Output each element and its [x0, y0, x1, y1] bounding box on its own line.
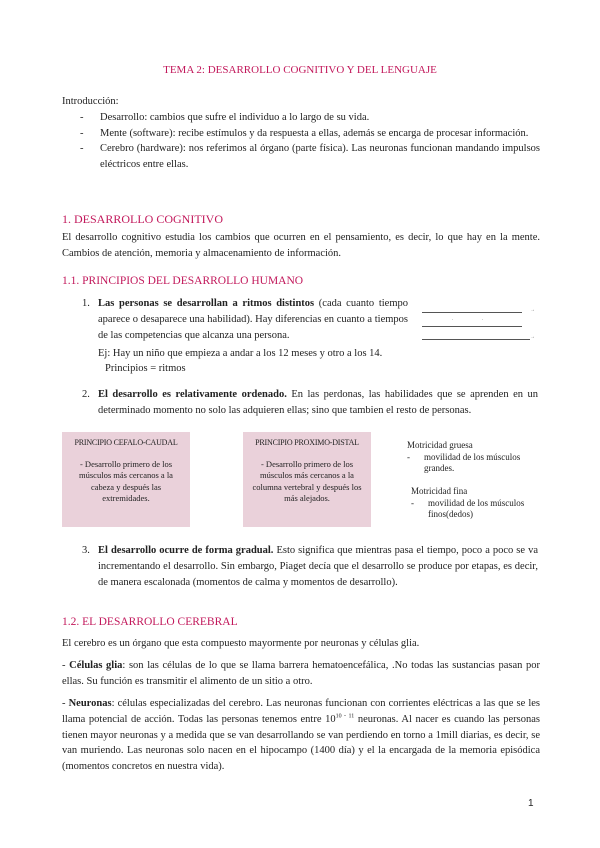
principle-text: En las perdonas, las habilidades que se aprenden en un determinado momento no solo las adquieren ellas; sino que tambien el resto de personas.	[98, 389, 538, 416]
intro-item: - Cerebro (hardware): nos referimos al órgano (parte física). Las neuronas funcionan mandando impulsos eléctricos entre ellas.	[62, 141, 540, 173]
list-number: 1.	[82, 298, 90, 309]
box-text: - Desarrollo primero de los músculos más cercanos a la cabeza y después las extremidades.	[79, 458, 173, 504]
glia-paragraph: - Células glia: son las células de lo que se llama barrera hematoencefálica, .No todas las sustancias pasan por ellas. Su función es transmitir el alimento de un sitio a otro.	[62, 660, 541, 687]
motor-title: Motricidad fina	[411, 486, 468, 496]
motor-item: - movilidad de los músculos grandes.	[407, 451, 521, 474]
neuronas-paragraph: - Neuronas: células especializadas del cerebro. Las neuronas funcionan con corrientes eléctricas a las que se les llama potencial de acción. Todas las personas tenemos entre 10$^{10 - 11}$ neuronas. Al nacer es cuando las personas tienen mayor neuronas y a medida que se van desarrollando se van perdiendo en torno a 1mill diarias, es decir, se van muriendo. Las neuronas solo nacen en el hipocampo (1400 día) y el la encargada de la memoria episódica (momentos concretos en nuestra vida).	[62, 698, 541, 772]
subsection-heading: 1.2. EL DESARROLLO CEREBRAL	[62, 616, 238, 628]
principle-note: Principios = ritmos	[105, 363, 186, 374]
principle-title: El desarrollo es relativamente ordenado.	[98, 389, 287, 400]
list-number: 3.	[82, 545, 90, 556]
document-title: TEMA 2: DESARROLLO COGNITIVO Y DEL LENGUAJE	[163, 64, 437, 76]
principle-1	[98, 296, 408, 343]
box-text: - Desarrollo primero de los músculos más cercanos a la columna vertebral y después los más alejados.	[252, 458, 362, 504]
principle-2	[98, 387, 538, 419]
principle-3	[98, 543, 538, 590]
page-number: 1	[528, 798, 534, 809]
section-paragraph: El desarrollo cognitivo estudia los cambios que ocurren en el pensamiento, es decir, lo que hay en la mente. Cambios de atención, memoria y almacenamiento de información.	[62, 232, 540, 259]
principle-example: Ej: Hay un niño que empieza a andar a los 12 meses y otro a los 14.	[98, 348, 383, 359]
box-title: PRINCIPIO PROXIMO-DISTAL	[255, 438, 359, 447]
principle-text: Esto significa que mientras pasa el tiempo, poco a poco se va incrementando el desarrollo. Sin embargo, Piaget decía que el desarrollo se produce por etapas, es decir, de manera escalonada (momentos de calma y momentos de desarrollo).	[98, 545, 538, 588]
intro-section	[62, 94, 540, 173]
intro-heading: Introducción:	[62, 96, 119, 107]
principle-text: (cada cuanto tiempo aparece o desaparece una habilidad). Hay diferencias en cuanto a tiempos de las competencias que alcanza una persona.	[98, 298, 408, 341]
intro-item: - Mente (software): recibe estímulos y da respuesta a ellas, además se encarga de procesar información.	[62, 126, 540, 142]
motricidad-fina	[411, 486, 531, 521]
list-number: 2.	[82, 389, 90, 400]
intro-item: - Desarrollo: cambios que sufre el individuo a lo largo de su vida.	[62, 110, 540, 126]
motor-item: - movilidad de los músculos finos(dedos)	[411, 497, 525, 520]
principle-title: Las personas se desarrollan a ritmos distintos	[98, 298, 315, 309]
glia-label: Células glia	[69, 660, 123, 671]
motor-title: Motricidad gruesa	[407, 440, 473, 450]
principle-title: El desarrollo ocurre de forma gradual.	[98, 545, 274, 556]
motricidad-gruesa	[407, 440, 527, 475]
section-paragraph: El cerebro es un órgano que esta compuesto mayormente por neuronas y células glia.	[62, 638, 420, 649]
proximo-distal-box	[243, 432, 371, 527]
development-diagram: → . . →	[422, 304, 572, 349]
box-title: PRINCIPIO CEFALO-CAUDAL	[74, 438, 178, 447]
cefalo-caudal-box	[62, 432, 190, 527]
section-heading: 1. DESARROLLO COGNITIVO	[62, 212, 223, 226]
intro-list	[62, 110, 540, 173]
neuronas-label: Neuronas	[68, 698, 112, 709]
subsection-heading: 1.1. PRINCIPIOS DEL DESARROLLO HUMANO	[62, 275, 304, 287]
